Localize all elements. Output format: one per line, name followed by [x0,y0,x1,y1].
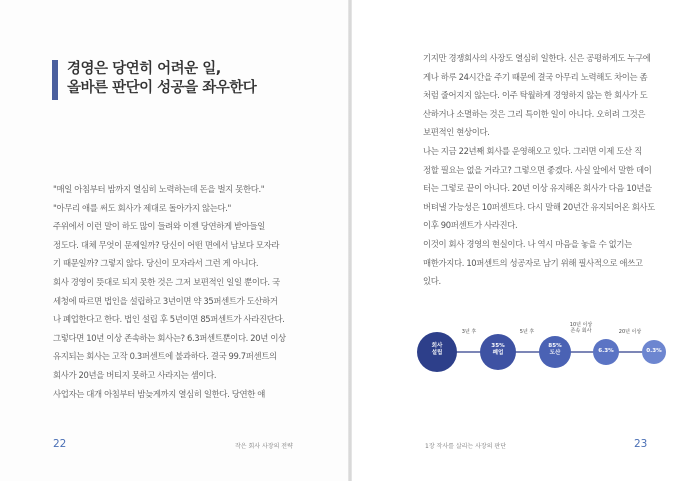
text-line: 주위에서 이런 말이 하도 많이 들려와 이젠 당연하게 받아들일 [53,221,266,232]
text-line: 버텨낼 가능성은 10퍼센트다. 다시 말해 20년간 유지되어온 회사도 [423,201,655,212]
text-line: 있다. [423,276,441,287]
stage-label-10yr: 6.3% [598,348,614,354]
running-header-right: 1장 작사를 살리는 사장의 판단 [425,443,506,450]
text-line: 기지만 경쟁회사의 사장도 열심히 일한다. 신은 공평하게도 누구에 [423,53,651,63]
text-line: 회사가 20년을 버티지 못하고 사라지는 셈이다. [53,369,217,380]
text-line: 게나 하루 24시간을 주기 때문에 결국 아무리 노력해도 차이는 좀 [423,71,648,82]
text-line: 보편적인 현상이다. [423,127,490,138]
text-line: 매한가지다. 10퍼센트의 성공자로 남기 위해 필사적으로 애쓰고 [423,257,643,268]
text-line: 정할 필요는 없을 거라고? 그렇으면 좋겠다. 사실 앞에서 말한 데이 [423,164,652,175]
text-line: 터는 그렇로 끝이 아니다. 20년 이상 유지해온 회사가 다음 10년을 [423,183,652,194]
arrow-label-3yr: 3년 후 [461,329,477,335]
text-line: 세청에 따르면 법인을 설립하고 3년이면 약 35퍼센트가 도산하거 [53,295,278,306]
arrow-label-5yr: 5년 후 [519,329,535,335]
left-body-text [53,180,315,403]
arrow-label-10yr: 10년 이상 존속 회사 [569,322,593,334]
page-number-right: 23 [634,438,648,450]
stage-label-5yr: 85% 도산 [548,343,562,356]
title-line-2: 올바른 판단이 성공을 좌우한다 [67,80,257,96]
quote-2: "아무리 애를 써도 회사가 제대로 돌아가지 않는다." [53,202,231,213]
text-line: 나 폐업한다고 한다. 법인 설립 후 5년이면 85퍼센트가 사라진단다. [53,314,285,325]
chapter-title [52,60,312,100]
text-line: 이것이 회사 경영의 현실이다. 나 역시 마음을 놓을 수 없기는 [423,238,632,249]
stage-label-20yr: 0.3% [646,348,662,354]
text-line: 그렇다면 10년 이상 존속하는 회사는? 6.3퍼센트뿐이다. 20년 이상 [53,332,286,343]
text-line: 사업자는 대개 아침부터 밤늦게까지 열심히 일한다. 당연한 얘 [53,388,266,399]
page-number-left: 22 [53,438,67,450]
text-line: 산하거나 소멸하는 것은 그리 특이한 일이 아니다. 오히려 그것은 [423,108,646,119]
text-line: 이후 90퍼센트가 사라진다. [423,220,518,231]
text-line: 나는 지금 22년째 회사를 운영해오고 있다. 그러면 이제 도산 직 [423,145,642,156]
running-header-left: 작은 회사 사장의 전략 [235,443,293,450]
stage-label-founding: 회사 설립 [431,343,443,356]
right-body-text [423,49,673,291]
company-survival-diagram [410,318,680,388]
book-gutter [348,0,352,481]
title-line-1: 경영은 당연히 어려운 일, [67,61,221,77]
stage-label-3yr: 35% 폐업 [491,343,505,356]
quote-1: "매일 아침부터 밤까지 열심히 노력하는데 돈을 벌지 못한다." [53,184,265,194]
text-line: 유지되는 회사는 고작 0.3퍼센트에 불과하다. 결국 99.7퍼센트의 [53,351,277,362]
text-line: 정도다. 대체 무엇이 문제일까? 당신이 어떤 면에서 남보다 모자라 [53,239,280,250]
arrow-label-20yr: 20년 이상 [618,329,642,335]
text-line: 기 때문일까? 그렇지 않다. 당신이 모자라서 그런 게 아니다. [53,258,259,269]
text-line: 처럼 줄어지지 않는다. 이주 탁월하게 경영하지 않는 한 회사가 도 [423,90,648,101]
text-line: 회사 경영이 뜻대로 되지 못한 것은 그저 보편적인 일일 뿐이다. 국 [53,276,280,287]
